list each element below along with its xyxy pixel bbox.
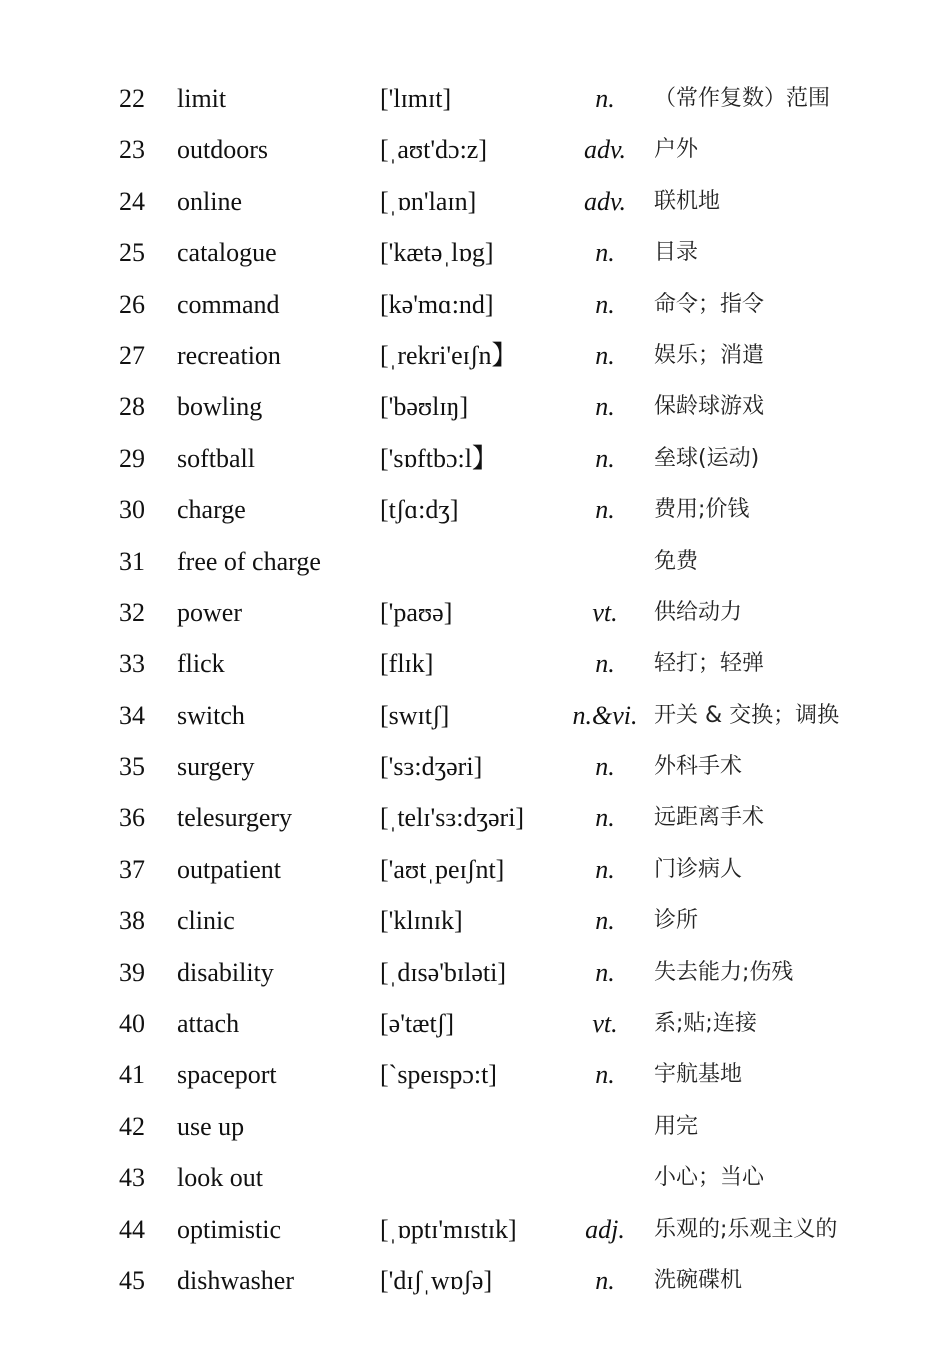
- entry-meaning: 宇航基地: [654, 1062, 743, 1088]
- entry-word: online: [177, 186, 242, 216]
- entry-word: clinic: [177, 906, 235, 936]
- entry-word: softball: [177, 443, 255, 473]
- vocab-row: [0, 279, 950, 330]
- entry-phonetic: ['dɪʃˌwɒʃə]: [380, 1265, 493, 1295]
- entry-phonetic: [ˌtelɪ'sɜ:dʒəri]: [380, 803, 525, 833]
- entry-word: attach: [177, 1009, 240, 1039]
- entry-word: use up: [177, 1111, 245, 1141]
- entry-number: 40: [119, 1009, 145, 1039]
- vocab-row: [0, 536, 950, 587]
- entry-part-of-speech: n.: [595, 340, 615, 370]
- entry-word: dishwasher: [177, 1265, 294, 1295]
- entry-number: 29: [119, 443, 145, 473]
- entry-word: outdoors: [177, 135, 268, 165]
- entry-part-of-speech: n.: [595, 957, 615, 987]
- vocab-row: [0, 227, 950, 278]
- entry-part-of-speech: n.: [595, 1265, 615, 1295]
- entry-meaning: 用完: [654, 1113, 699, 1139]
- entry-part-of-speech: n.: [595, 495, 615, 525]
- entry-part-of-speech: vt.: [592, 597, 618, 627]
- entry-number: 41: [119, 1060, 145, 1090]
- entry-meaning: 垒球(运动): [654, 445, 760, 471]
- entry-word: look out: [177, 1163, 263, 1193]
- entry-meaning: 系;贴;连接: [654, 1011, 757, 1037]
- vocab-row: [0, 1101, 950, 1152]
- entry-meaning: 外科手术: [654, 754, 743, 780]
- entry-meaning: 乐观的;乐观主义的: [654, 1216, 838, 1242]
- entry-word: disability: [177, 957, 274, 987]
- vocab-row: [0, 330, 950, 381]
- entry-phonetic: ['sɒftbɔ:l】: [380, 443, 498, 473]
- vocab-row: [0, 587, 950, 638]
- vocab-row: [0, 381, 950, 432]
- entry-meaning: 诊所: [654, 908, 699, 934]
- entry-part-of-speech: n.: [595, 803, 615, 833]
- entry-part-of-speech: n.: [595, 1060, 615, 1090]
- entry-meaning: 开关 & 交换；调换: [654, 702, 840, 728]
- entry-phonetic: [ə'tætʃ]: [380, 1009, 454, 1039]
- entry-number: 34: [119, 700, 145, 730]
- entry-number: 37: [119, 854, 145, 884]
- entry-part-of-speech: n.: [595, 443, 615, 473]
- entry-phonetic: ['bəʊlɪŋ]: [380, 392, 469, 422]
- entry-number: 32: [119, 597, 145, 627]
- entry-word: outpatient: [177, 854, 281, 884]
- entry-meaning: 失去能力;伤残: [654, 959, 794, 985]
- entry-number: 24: [119, 186, 145, 216]
- entry-phonetic: [swɪtʃ]: [380, 700, 450, 730]
- entry-phonetic: ['kætəˌlɒg]: [380, 238, 494, 268]
- entry-phonetic: [kə'mɑ:nd]: [380, 289, 494, 319]
- entry-part-of-speech: n.: [595, 392, 615, 422]
- entry-number: 26: [119, 289, 145, 319]
- entry-word: recreation: [177, 340, 281, 370]
- entry-number: 35: [119, 752, 145, 782]
- entry-phonetic: [ˌdɪsə'bɪləti]: [380, 957, 506, 987]
- entry-part-of-speech: n.: [595, 649, 615, 679]
- entry-number: 30: [119, 495, 145, 525]
- entry-number: 38: [119, 906, 145, 936]
- entry-word: free of charge: [177, 546, 321, 576]
- entry-phonetic: ['aʊtˌpeɪʃnt]: [380, 854, 505, 884]
- entry-part-of-speech: n.: [595, 906, 615, 936]
- entry-part-of-speech: vt.: [592, 1009, 618, 1039]
- vocab-row: [0, 741, 950, 792]
- entry-part-of-speech: n.: [595, 854, 615, 884]
- entry-number: 39: [119, 957, 145, 987]
- vocab-row: [0, 947, 950, 998]
- entry-part-of-speech: n.: [595, 289, 615, 319]
- entry-number: 44: [119, 1214, 145, 1244]
- entry-number: 43: [119, 1163, 145, 1193]
- entry-number: 22: [119, 84, 145, 113]
- vocab-row: [0, 1049, 950, 1100]
- entry-word: optimistic: [177, 1214, 281, 1244]
- entry-phonetic: ['sɜ:dʒəri]: [380, 752, 483, 782]
- vocab-row: [0, 1255, 950, 1306]
- entry-word: charge: [177, 495, 246, 525]
- entry-part-of-speech: n.&vi.: [572, 700, 638, 730]
- entry-phonetic: ['paʊə]: [380, 597, 453, 627]
- entry-part-of-speech: adv.: [583, 135, 627, 165]
- entry-word: catalogue: [177, 238, 277, 268]
- entry-number: 25: [119, 238, 145, 268]
- entry-phonetic: [ˌɒn'laɪn]: [380, 186, 477, 216]
- entry-meaning: 费用;价钱: [654, 497, 750, 523]
- entry-phonetic: [tʃɑ:dʒ]: [380, 495, 459, 525]
- vocab-row: [0, 998, 950, 1049]
- vocab-row: [0, 73, 950, 124]
- entry-meaning: 远距离手术: [654, 805, 765, 831]
- entry-meaning: 保龄球游戏: [654, 394, 765, 420]
- entry-meaning: 供给动力: [654, 599, 743, 625]
- entry-part-of-speech: n.: [595, 752, 615, 782]
- entry-number: 23: [119, 135, 145, 165]
- entry-word: telesurgery: [177, 803, 293, 833]
- entry-meaning: 小心；当心: [654, 1165, 765, 1191]
- entry-part-of-speech: n.: [595, 238, 615, 268]
- entry-part-of-speech: adj.: [585, 1214, 625, 1244]
- vocab-row: [0, 895, 950, 946]
- entry-phonetic: ['klɪnɪk]: [380, 906, 463, 936]
- entry-phonetic: [ˌɒptɪ'mɪstɪk]: [380, 1214, 517, 1244]
- entry-number: 33: [119, 649, 145, 679]
- entry-word: spaceport: [177, 1060, 277, 1090]
- entry-part-of-speech: n.: [595, 84, 615, 113]
- entry-meaning: 洗碗碟机: [654, 1267, 743, 1293]
- entry-number: 28: [119, 392, 145, 422]
- vocab-row: [0, 844, 950, 895]
- entry-number: 42: [119, 1111, 145, 1141]
- entry-word: limit: [177, 84, 227, 113]
- vocab-row: [0, 176, 950, 227]
- entry-word: flick: [177, 649, 225, 679]
- entry-number: 31: [119, 546, 145, 576]
- vocab-row: [0, 433, 950, 484]
- vocab-row: [0, 124, 950, 175]
- entry-word: surgery: [177, 752, 255, 782]
- entry-meaning: 门诊病人: [654, 856, 743, 882]
- entry-meaning: （常作复数）范围: [654, 86, 831, 111]
- vocab-row: [0, 690, 950, 741]
- entry-phonetic: [`speɪspɔ:t]: [380, 1060, 497, 1090]
- entry-meaning: 娱乐；消遣: [654, 342, 765, 368]
- entry-word: bowling: [177, 392, 263, 422]
- entry-word: switch: [177, 700, 245, 730]
- entry-meaning: 户外: [654, 137, 699, 163]
- entry-meaning: 目录: [654, 240, 699, 266]
- entry-phonetic: [ˌrekri'eɪʃn】: [380, 340, 518, 370]
- entry-word: power: [177, 597, 242, 627]
- vocab-row: [0, 1152, 950, 1203]
- entry-phonetic: ['lɪmɪt]: [380, 84, 452, 113]
- entry-number: 45: [119, 1265, 145, 1295]
- entry-number: 36: [119, 803, 145, 833]
- vocabulary-list: [0, 73, 950, 1306]
- entry-meaning: 免费: [654, 548, 699, 574]
- entry-number: 27: [119, 340, 145, 370]
- entry-phonetic: [flɪk]: [380, 649, 434, 679]
- entry-meaning: 联机地: [654, 188, 721, 214]
- entry-word: command: [177, 289, 280, 319]
- entry-part-of-speech: adv.: [583, 186, 627, 216]
- entry-meaning: 轻打；轻弹: [654, 651, 765, 677]
- entry-phonetic: [ˌaʊt'dɔ:z]: [380, 135, 487, 165]
- entry-meaning: 命令；指令: [654, 291, 765, 317]
- vocab-row: [0, 1204, 950, 1255]
- vocab-row: [0, 484, 950, 535]
- vocab-row: [0, 638, 950, 689]
- vocab-row: [0, 792, 950, 843]
